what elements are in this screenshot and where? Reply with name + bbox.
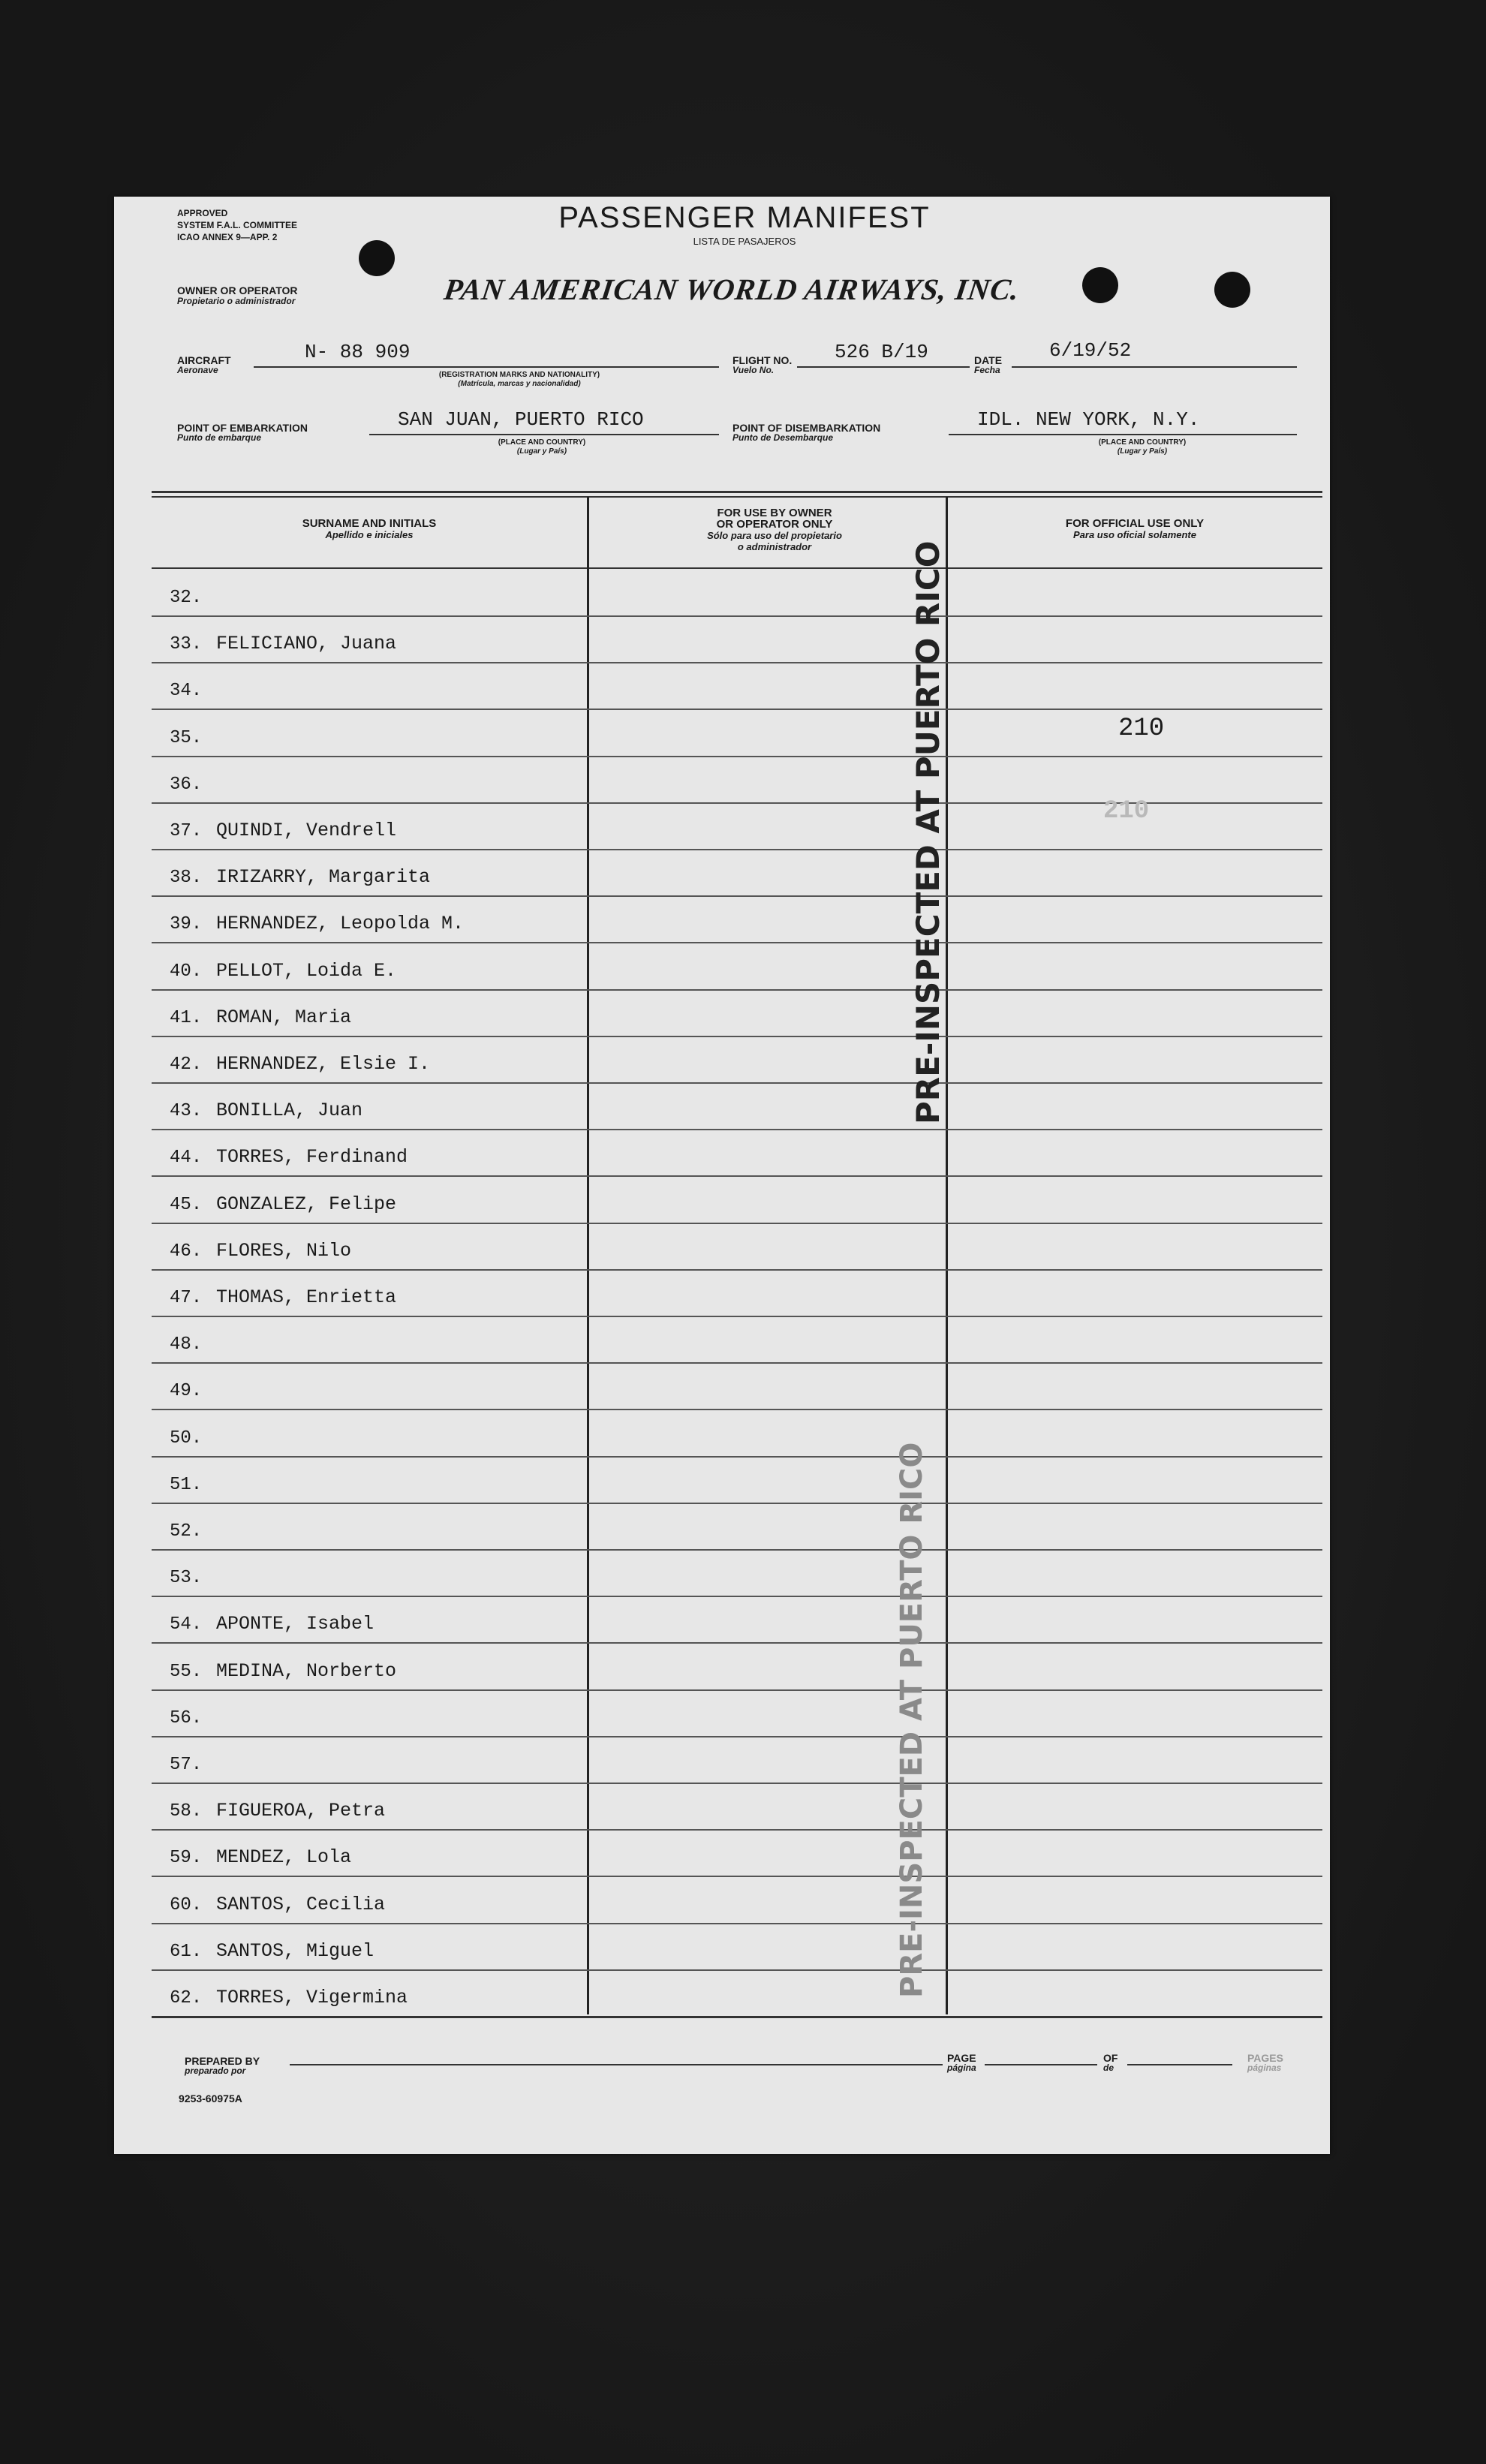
official-code: 210: [1118, 715, 1165, 743]
row-number: 47.: [170, 1288, 203, 1308]
table-row: [152, 1503, 1322, 1551]
col-owner-es-line: o administrador: [737, 541, 812, 552]
aircraft-label: [177, 356, 231, 375]
passenger-name: SANTOS, Miguel: [216, 1939, 375, 1962]
row-number: 57.: [170, 1755, 203, 1775]
col-header-owner: [594, 507, 955, 552]
place-note-en: (PLACE AND COUNTRY): [1098, 438, 1187, 447]
passenger-name: TORRES, Ferdinand: [216, 1146, 408, 1169]
page-underline: [985, 2064, 1097, 2065]
table-row: [152, 1362, 1322, 1410]
aircraft-label-es: Aeronave: [177, 365, 218, 375]
embark-place-note: [429, 438, 654, 456]
table-row: [152, 1876, 1322, 1924]
table-row: [152, 1456, 1322, 1504]
of-label: [1103, 2053, 1118, 2073]
passenger-name: TORRES, Vigermina: [216, 1987, 408, 2008]
table-row: [152, 1176, 1322, 1224]
pre-inspected-stamp-faint: PRE-INSPECTED AT PUERTO RICO: [895, 1442, 929, 1998]
row-number: 59.: [170, 1848, 203, 1869]
of-underline: [1127, 2064, 1232, 2065]
date-underline: [1012, 366, 1297, 368]
passenger-name: SANTOS, Cecilia: [216, 1893, 386, 1915]
prepared-label-en: PREPARED BY: [185, 2055, 260, 2067]
row-number: 54.: [170, 1614, 203, 1635]
row-number: 42.: [170, 1054, 203, 1075]
flight-underline: [797, 366, 970, 368]
place-note-es: (Lugar y País): [1117, 447, 1168, 456]
approval-line: APPROVED: [177, 208, 228, 218]
approval-line: SYSTEM F.A.L. COMMITTEE: [177, 220, 298, 230]
passenger-name: MEDINA, Norberto: [216, 1659, 397, 1682]
of-label-es: de: [1103, 2062, 1114, 2073]
pages-label-en: PAGES: [1247, 2052, 1283, 2064]
row-number: 58.: [170, 1801, 203, 1822]
passenger-name: FLORES, Nilo: [216, 1239, 352, 1262]
row-number: 32.: [170, 588, 203, 608]
disembark-underline: [949, 434, 1297, 435]
row-number: 34.: [170, 681, 203, 702]
col-surname-en: SURNAME AND INITIALS: [302, 517, 437, 530]
punch-hole: [1082, 267, 1118, 303]
row-number: 56.: [170, 1707, 203, 1728]
embark-value: SAN JUAN, PUERTO RICO: [398, 408, 644, 431]
punch-hole: [1214, 272, 1250, 308]
flight-label: [732, 356, 792, 375]
prepared-by-label: [185, 2056, 260, 2076]
disembark-label-en: POINT OF DISEMBARKATION: [732, 422, 881, 434]
table-row: [152, 1549, 1322, 1597]
row-number: 50.: [170, 1428, 203, 1449]
col-header-surname: [159, 518, 579, 540]
col-official-en: FOR OFFICIAL USE ONLY: [1065, 517, 1205, 530]
passenger-name: PELLOT, Loida E.: [216, 959, 397, 982]
row-number: 37.: [170, 821, 203, 841]
col-surname-es: Apellido e iniciales: [325, 529, 414, 540]
punch-hole: [359, 240, 395, 276]
embark-label-en: POINT OF EMBARKATION: [177, 422, 308, 434]
row-number: 45.: [170, 1194, 203, 1215]
row-number: 60.: [170, 1894, 203, 1915]
prepared-underline: [290, 2064, 943, 2065]
disembark-value: IDL. NEW YORK, N.Y.: [977, 408, 1200, 431]
table-top-rule: [152, 491, 1322, 498]
page-label-en: PAGE: [947, 2052, 976, 2064]
date-label: [974, 356, 1002, 375]
table-row: [152, 662, 1322, 710]
row-number: 36.: [170, 774, 203, 795]
date-value: 6/19/52: [1049, 339, 1132, 362]
table-row: [152, 1036, 1322, 1084]
row-number: 61.: [170, 1941, 203, 1962]
place-note-en: (PLACE AND COUNTRY): [498, 438, 586, 447]
table-row: [152, 1643, 1322, 1691]
table-row: [152, 1923, 1322, 1971]
row-number: 51.: [170, 1474, 203, 1495]
row-number: 41.: [170, 1007, 203, 1028]
flight-value: 526 B/19: [835, 341, 928, 363]
page-title: PASSENGER MANIFEST: [558, 201, 931, 234]
of-label-en: OF: [1103, 2052, 1118, 2064]
page-label: [947, 2053, 976, 2073]
table-row: [152, 943, 1322, 991]
passenger-name: FIGUEROA, Petra: [216, 1800, 386, 1822]
passenger-name: QUINDI, Vendrell: [216, 820, 397, 841]
pre-inspected-stamp: PRE-INSPECTED AT PUERTO RICO: [910, 540, 946, 1124]
aircraft-label-en: AIRCRAFT: [177, 354, 231, 366]
row-number: 35.: [170, 727, 203, 748]
row-number: 38.: [170, 868, 203, 889]
passenger-name: HERNANDEZ, Leopolda M.: [216, 913, 465, 935]
embark-label-es: Punto de embarque: [177, 432, 262, 443]
passenger-name: IRIZARRY, Margarita: [216, 866, 431, 889]
page-subtitle: LISTA DE PASAJEROS: [693, 236, 796, 247]
row-number: 62.: [170, 1988, 203, 2008]
passenger-name: ROMAN, Maria: [216, 1006, 352, 1028]
row-number: 52.: [170, 1521, 203, 1542]
disembark-place-note: [1037, 438, 1247, 456]
passenger-name: MENDEZ, Lola: [216, 1846, 352, 1869]
row-number: 55.: [170, 1661, 203, 1682]
table-row: [152, 1082, 1322, 1130]
table-row: [152, 1969, 1322, 2017]
col-owner-line: OR OPERATOR ONLY: [716, 518, 833, 531]
row-number: 43.: [170, 1101, 203, 1122]
prepared-label-es: preparado por: [185, 2065, 246, 2076]
table-row: [152, 1269, 1322, 1317]
table-row: [152, 1596, 1322, 1644]
table-bottom-rule: [152, 2016, 1322, 2018]
manifest-page: [114, 197, 1330, 2154]
disembark-label: [732, 423, 880, 443]
date-label-en: DATE: [974, 354, 1003, 366]
registration-note: [362, 371, 677, 389]
passenger-name: THOMAS, Enrietta: [216, 1286, 397, 1308]
form-number: 9253-60975A: [179, 2092, 242, 2104]
table-row: [152, 615, 1322, 663]
table-row: [152, 1783, 1322, 1831]
flight-label-es: Vuelo No.: [732, 365, 775, 375]
col-official-es: Para uso oficial solamente: [1072, 529, 1196, 540]
table-row: [152, 1223, 1322, 1271]
table-row: [152, 895, 1322, 943]
table-row: [152, 569, 1322, 617]
registration-note-en: (REGISTRATION MARKS AND NATIONALITY): [438, 371, 600, 379]
registration-note-es: (Matrícula, marcas y nacionalidad): [458, 380, 581, 388]
aircraft-underline: [254, 366, 719, 368]
row-number: 53.: [170, 1568, 203, 1589]
passenger-name: BONILLA, Juan: [216, 1100, 363, 1122]
col-owner-es-line: Sólo para uso del propietario: [707, 530, 842, 541]
table-row: [152, 849, 1322, 897]
col-owner-line: FOR USE BY OWNER: [717, 507, 832, 519]
row-number: 48.: [170, 1334, 203, 1355]
owner-value: PAN AMERICAN WORLD AIRWAYS, INC.: [441, 272, 1022, 306]
table-row: [152, 1129, 1322, 1177]
row-number: 39.: [170, 914, 203, 935]
passenger-name: FELICIANO, Juana: [216, 633, 397, 655]
col-header-official: [955, 518, 1315, 540]
disembark-label-es: Punto de Desembarque: [732, 432, 834, 443]
row-number: 44.: [170, 1148, 203, 1169]
table-row: [152, 1829, 1322, 1877]
passenger-name: HERNANDEZ, Elsie I.: [216, 1053, 431, 1075]
embark-underline: [369, 434, 719, 435]
owner-label-en: OWNER OR OPERATOR: [177, 284, 298, 296]
embark-label: [177, 423, 308, 443]
pages-label-es: páginas: [1247, 2062, 1282, 2073]
page-label-es: página: [947, 2062, 976, 2073]
date-label-es: Fecha: [974, 365, 1000, 375]
row-number: 46.: [170, 1241, 203, 1262]
pages-label: [1247, 2053, 1283, 2073]
table-row: [152, 989, 1322, 1037]
owner-label-es: Propietario o administrador: [177, 296, 296, 306]
row-number: 33.: [170, 634, 203, 655]
passenger-name: APONTE, Isabel: [216, 1613, 375, 1635]
table-row: [152, 1736, 1322, 1784]
approval-note: [177, 207, 297, 243]
aircraft-value: N- 88 909: [305, 341, 411, 363]
approval-line: ICAO ANNEX 9—APP. 2: [177, 232, 278, 242]
owner-label: [177, 285, 298, 306]
table-row: [152, 1689, 1322, 1737]
passenger-name: GONZALEZ, Felipe: [216, 1193, 397, 1215]
table-row: [152, 1316, 1322, 1364]
place-note-es: (Lugar y País): [516, 447, 567, 456]
official-code-faint: 210: [1103, 797, 1150, 826]
row-number: 40.: [170, 961, 203, 982]
flight-label-en: FLIGHT NO.: [732, 354, 793, 366]
table-row: [152, 1410, 1322, 1458]
row-number: 49.: [170, 1381, 203, 1402]
